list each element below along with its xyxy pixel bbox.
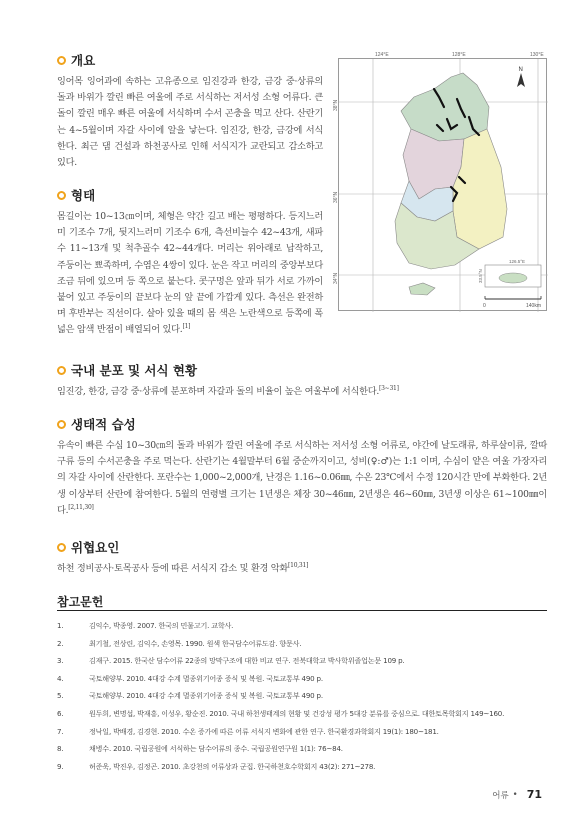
reference-number: 5. xyxy=(57,691,64,701)
reference-item xyxy=(57,743,552,761)
lat-label: 36°N xyxy=(333,191,339,203)
lon-label: 124°E xyxy=(375,52,389,58)
section-overview xyxy=(57,52,323,171)
lat-label: 34°N xyxy=(333,272,339,284)
bullet-icon xyxy=(57,56,66,65)
reference-text: 원두희, 변명섭, 박재흥, 이성우, 황순진. 2010. 국내 하천생태계의 현황 및 건강성 평가 5대강 분류를 중심으로. 대한토목학회지 149~160. xyxy=(89,708,505,718)
distribution-map xyxy=(333,52,547,311)
reference-item xyxy=(57,708,552,726)
threats-text: 하천 정비공사·토목공사 등에 따른 서식지 감소 및 환경 악화[10,31] xyxy=(57,561,309,574)
reference-number: 7. xyxy=(57,726,64,736)
svg-text:140km: 140km xyxy=(526,303,542,309)
section-distribution xyxy=(57,362,547,400)
ecology-title: 생태적 습성 xyxy=(71,417,136,432)
svg-text:0: 0 xyxy=(483,303,486,309)
page-number: 71 xyxy=(526,788,542,801)
reference-text: 국토해양부. 2010. 4대강 수계 멸종위기어종 증식 및 복원. 국토교통부 490 p. xyxy=(89,691,323,701)
reference-number: 6. xyxy=(57,708,64,718)
citation: [3~31] xyxy=(379,384,399,392)
reference-item xyxy=(57,638,552,656)
reference-text: 김익수, 박종영. 2007. 한국의 민물고기. 교학사. xyxy=(89,621,234,630)
reference-number: 8. xyxy=(57,744,64,754)
bullet-icon xyxy=(57,543,66,552)
morphology-heading xyxy=(57,187,323,203)
morphology-title: 형태 xyxy=(71,188,96,203)
references-divider xyxy=(57,610,547,611)
reference-number: 9. xyxy=(57,761,64,771)
inset-lon: 126.5°E xyxy=(509,259,526,264)
jeju-island xyxy=(409,283,435,295)
reference-item xyxy=(57,655,552,673)
section-ecology xyxy=(57,416,547,519)
reference-text: 채병수. 2010. 국립공원에 서식하는 담수어류의 종수. 국립공원연구원 1(1): 76~84. xyxy=(89,744,343,754)
footer-label: 어류 xyxy=(492,790,509,801)
section-threats xyxy=(57,539,547,577)
threats-heading xyxy=(57,539,547,555)
reference-number: 3. xyxy=(57,656,64,666)
reference-text: 허준욱, 박진우, 김정곤. 2010. 초강천의 어류상과 군집. 한국하천호수학회지 43(2): 271~278. xyxy=(89,761,376,771)
references-title: 참고문헌 xyxy=(57,595,104,609)
section-morphology xyxy=(57,187,323,339)
overview-heading xyxy=(57,52,323,68)
inset-lat: 33.5°N xyxy=(478,269,483,283)
bullet-icon xyxy=(57,420,66,429)
footer-separator: • xyxy=(512,789,518,800)
references-list xyxy=(57,620,552,778)
scale-bar xyxy=(483,296,541,309)
ecology-text: 유속이 빠른 수심 10~30㎝의 돌과 바위가 깔린 여울에 주로 서식하는 저서성 소형 어류로, 야간에 날도래류, 하루살이류, 깔따구류 등의 수서곤충을 주로 먹는다. 산란기는 4월말부터 6월 중순까지이고, 성비(♀:♂)는 1:1 이며, 수심이 얕은 여울 가장자리의 자갈 사이에 산란한다. 포란수는 1,000~2,000개, 난경은 1.16~0.06㎜, 수온 23℃에서 수정 120시간 만에 부화한다. 2년생 이상부터 산란에 참여한다. 5월의 연령별 크기는 1년생은 체장 30~46㎜, 2년생은 46~60㎜, 3년생 이상은 61~100㎜이다.[2,11,30] xyxy=(57,440,547,516)
reference-item xyxy=(57,673,552,691)
overview-title: 개요 xyxy=(71,53,96,68)
overview-text: 잉어목 잉어과에 속하는 고유종으로 임진강과 한강, 금강 중·상류의 돌과 바위가 깔린 빠른 여울에 주로 서식하는 저서성 소형 어류다. 큰 돌이 깔린 매우 빠른 여울에 서식하며 수서 곤충을 먹고 산다. 산란기는 4~5월이며 자갈 사이에 알을 낳는다. 임진강, 한강, 금강에 서식한다. 최근 댐 건설과 하천공사로 인해 서식지가 교란되고 감소하고 있다. xyxy=(57,76,323,169)
reference-text: 정낙일, 박배경, 김경현. 2010. 수온 증가에 따른 어류 서식지 변화에 관한 연구. 한국환경과학회지 19(1): 180~181. xyxy=(89,726,439,736)
lon-label: 130°E xyxy=(530,52,544,58)
citation: [2,11,30] xyxy=(68,503,94,511)
lon-label: 128°E xyxy=(452,52,466,58)
page-footer xyxy=(492,788,542,801)
threats-title: 위협요인 xyxy=(71,540,120,555)
citation: [1] xyxy=(182,323,191,331)
svg-text:N: N xyxy=(518,67,523,73)
citation: [10,31] xyxy=(288,561,309,569)
reference-item xyxy=(57,726,552,744)
reference-number: 1. xyxy=(57,621,64,630)
reference-number: 2. xyxy=(57,638,64,648)
reference-item xyxy=(57,761,552,779)
lat-label: 38°N xyxy=(333,99,339,111)
reference-text: 국토해양부. 2010. 4대강 수계 멸종위기어종 증식 및 복원. 국토교통부 490 p. xyxy=(89,673,323,683)
reference-text: 최기철, 전상린, 김익수, 손영목. 1990. 원색 한국담수어류도감. 향문사. xyxy=(89,638,302,648)
north-arrow xyxy=(517,67,525,87)
bullet-icon xyxy=(57,366,66,375)
morphology-text: 몸길이는 10~13㎝이며, 체형은 약간 길고 배는 평평하다. 등지느러미 기조수 7개, 뒷지느러미 기조수 6개, 측선비늘수 42~43개, 새파수 11~13개 및 척추골수 42~44개다. 머리는 위아래로 납작하고, 주둥이는 뾰족하며, 수염은 4쌍이 있다. 눈은 작고 머리의 중앙부보다 조금 뒤에 있으며 등 쪽으로 붙는다. 콧구멍은 앞과 뒤가 서로 가까이 붙어 있고 주둥이의 끝보다 눈의 앞 끝에 가깝게 있다. 측선은 완전하며 후반부는 직선이다. 살아 있을 때의 몸 색은 노란색으로 등쪽에 폭넓은 암색 반점이 배열되어 있다.[1] xyxy=(57,211,323,336)
distribution-heading xyxy=(57,362,547,378)
distribution-title: 국내 분포 및 서식 현황 xyxy=(71,363,198,378)
ecology-heading xyxy=(57,416,547,432)
reference-number: 4. xyxy=(57,673,64,683)
reference-text: 김재구. 2015. 한국산 담수어류 22종의 망막구조에 대한 비교 연구. 전북대학교 박사학위졸업논문 109 p. xyxy=(89,656,405,666)
reference-item xyxy=(57,690,552,708)
reference-item xyxy=(57,620,552,638)
distribution-text: 임진강, 한강, 금강 중·상류에 분포하며 자갈과 돌의 비율이 높은 여울부에 서식한다.[3~31] xyxy=(57,384,399,397)
bullet-icon xyxy=(57,191,66,200)
